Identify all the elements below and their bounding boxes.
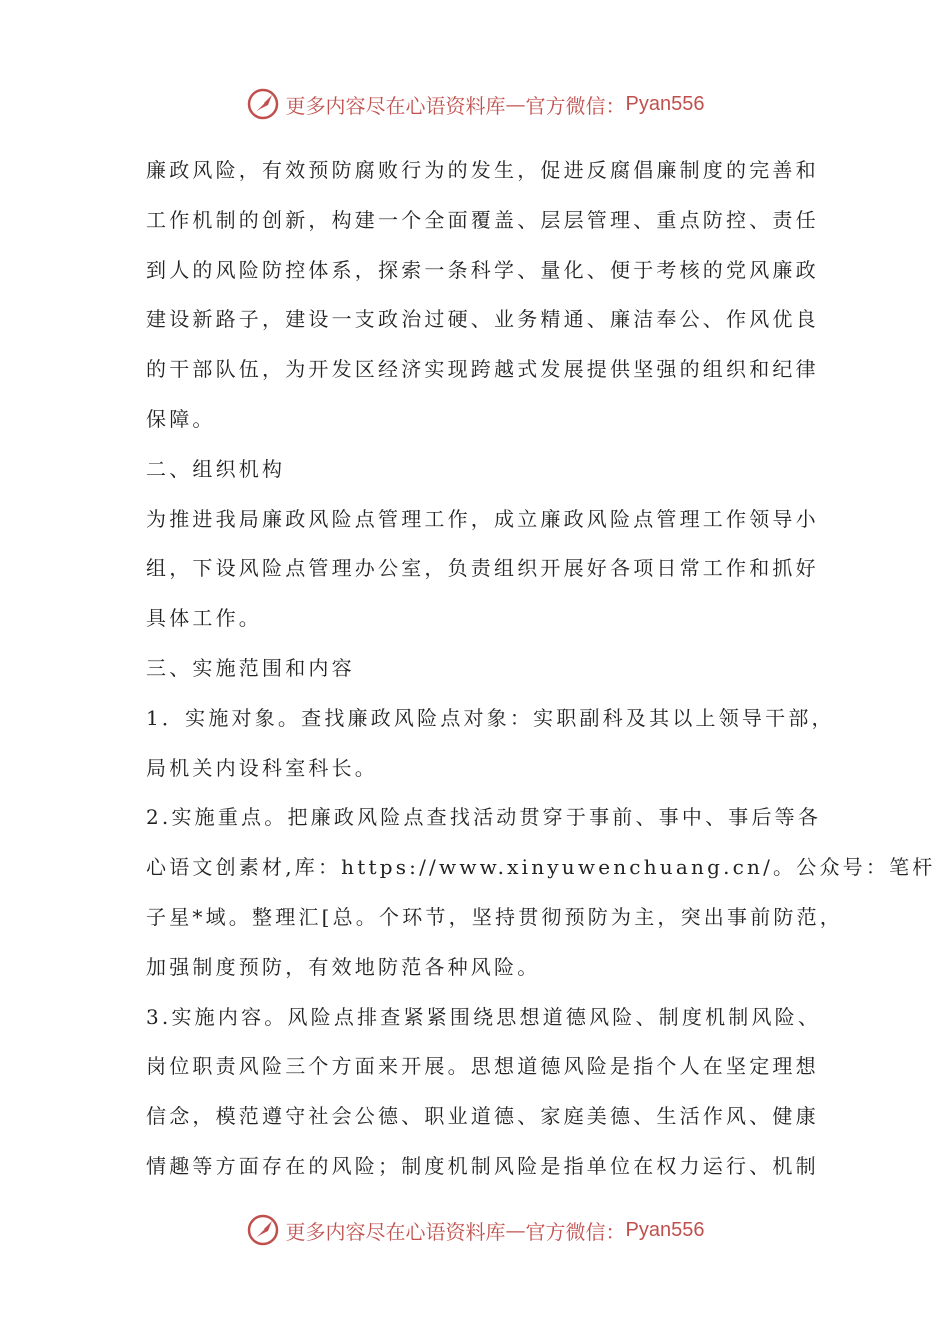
banner-dash: — — [505, 92, 526, 116]
body-line: 组，下设风险点管理办公室，负责组织开展好各项日常工作和抓好 — [146, 556, 819, 581]
body-line: 岗位职责风险三个方面来开展。思想道德风险是指个人在坚定理想 — [146, 1054, 819, 1079]
banner-label: 官方微信： — [525, 1219, 626, 1244]
footer-watermark-banner — [0, 1208, 950, 1252]
body-line: 建设新路子，建设一支政治过硬、业务精通、廉洁奉公、作风优良 — [146, 307, 819, 332]
body-line: 1．实施对象。查找廉政风险点对象：实职副科及其以上领导干部， — [146, 705, 835, 730]
body-line: 2.实施重点。把廉政风险点查找活动贯穿于事前、事中、事后等各 — [146, 805, 822, 830]
body-line: 廉政风险，有效预防腐败行为的发生，促进反腐倡廉制度的完善和 — [146, 158, 819, 182]
body-line: 局机关内设科室科长。 — [146, 755, 378, 780]
body-line: 的干部队伍，为开发区经济实现跨越式发展提供坚强的组织和纪律 — [146, 357, 819, 382]
section-heading: 三、实施范围和内容 — [146, 655, 355, 680]
body-line: 为推进我局廉政风险点管理工作，成立廉政风险点管理工作领导小 — [146, 506, 819, 531]
quill-logo-icon — [246, 1213, 280, 1247]
body-line: 工作机制的创新，构建一个全面覆盖、层层管理、重点防控、责任 — [146, 207, 819, 232]
body-line: 情趣等方面存在的风险；制度机制风险是指单位在权力运行、机制 — [146, 1153, 819, 1178]
quill-logo-icon — [246, 87, 280, 121]
body-line: 保障。 — [146, 406, 216, 431]
header-watermark-banner — [0, 82, 950, 126]
body-line: 信念，模范遵守社会公德、职业道德、家庭美德、生活作风、健康 — [146, 1104, 819, 1129]
body-line: 具体工作。 — [146, 606, 262, 631]
body-line: 加强制度预防，有效地防范各种风险。 — [146, 954, 541, 979]
body-line: 3.实施内容。风险点排查紧紧围绕思想道德风险、制度机制风险、 — [146, 1004, 822, 1029]
banner-wechat-id: Pyan556 — [625, 92, 705, 115]
document-body — [146, 146, 936, 1192]
banner-dash: — — [505, 1218, 526, 1242]
section-heading: 二、组织机构 — [146, 456, 286, 481]
banner-text: 更多内容尽在心语资料库 — [285, 1219, 506, 1244]
body-line: 子星*域。整理汇[总。个环节，坚持贯彻预防为主，突出事前防范， — [146, 904, 844, 929]
body-line-url: 心语文创素材,库：https://www.xinyuwenchuang.cn/。公众号：笔杆 — [146, 855, 936, 880]
body-line: 到人的风险防控体系，探索一条科学、量化、便于考核的党风廉政 — [146, 257, 819, 282]
banner-wechat-id: Pyan556 — [625, 1218, 705, 1241]
banner-label: 官方微信： — [525, 93, 626, 118]
banner-text: 更多内容尽在心语资料库 — [285, 93, 506, 118]
